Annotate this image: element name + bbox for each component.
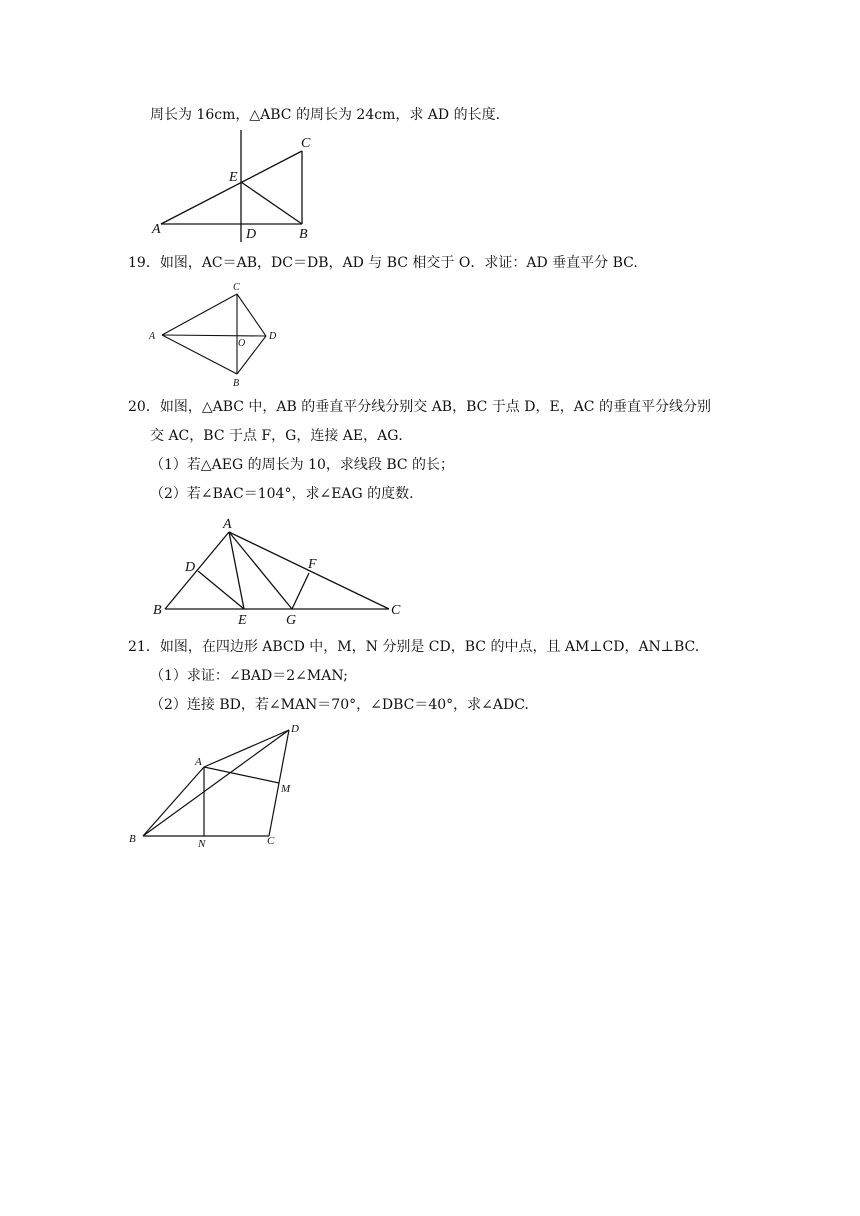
q20-part2: （2）若∠BAC＝104°，求∠EAG 的度数.: [150, 486, 414, 502]
q20-part1: （1）若△AEG 的周长为 10，求线段 BC 的长；: [150, 457, 455, 473]
label-C: C: [301, 136, 311, 151]
label-A: A: [195, 756, 202, 768]
label-A: A: [152, 222, 161, 237]
label-C: C: [233, 282, 240, 293]
label-F: F: [308, 557, 317, 572]
q19-figure: [140, 280, 290, 390]
label-G: G: [286, 613, 297, 628]
label-C: C: [391, 603, 401, 618]
label-N: N: [198, 838, 206, 850]
label-B: B: [233, 378, 240, 389]
label-D: D: [269, 331, 277, 342]
label-A: A: [223, 517, 232, 532]
label-M: M: [281, 783, 291, 795]
label-D: D: [291, 723, 299, 735]
q20-line1: 20．如图，△ABC 中，AB 的垂直平分线分别交 AB，BC 于点 D，E，AC 的垂直平分线分别: [128, 399, 711, 415]
q20-line2: 交 AC，BC 于点 F，G，连接 AE，AG．: [150, 428, 413, 444]
q18-figure: [140, 130, 330, 245]
label-B: B: [153, 603, 162, 618]
label-O: O: [238, 338, 246, 349]
label-A: A: [149, 331, 156, 342]
label-C: C: [267, 835, 275, 847]
q21-text: 21．如图，在四边形 ABCD 中，M，N 分别是 CD，BC 的中点，且 AM⊥CD，AN⊥BC.: [128, 639, 700, 655]
label-B: B: [299, 227, 308, 242]
label-D: D: [246, 227, 257, 242]
q21-figure: [125, 718, 315, 853]
q21-part1: （1）求证：∠BAD＝2∠MAN;: [150, 668, 348, 684]
q18-text: 周长为 16cm，△ABC 的周长为 24cm，求 AD 的长度.: [150, 107, 501, 123]
q21-part2: （2）连接 BD，若∠MAN＝70°，∠DBC＝40°，求∠ADC.: [150, 697, 529, 713]
label-D: D: [185, 560, 196, 575]
label-E: E: [238, 613, 247, 628]
label-B: B: [129, 833, 136, 845]
q20-figure: [145, 512, 415, 630]
label-E: E: [229, 170, 238, 185]
q19-text: 19．如图，AC＝AB，DC＝DB，AD 与 BC 相交于 O．求证：AD 垂直平分 BC.: [128, 255, 638, 271]
